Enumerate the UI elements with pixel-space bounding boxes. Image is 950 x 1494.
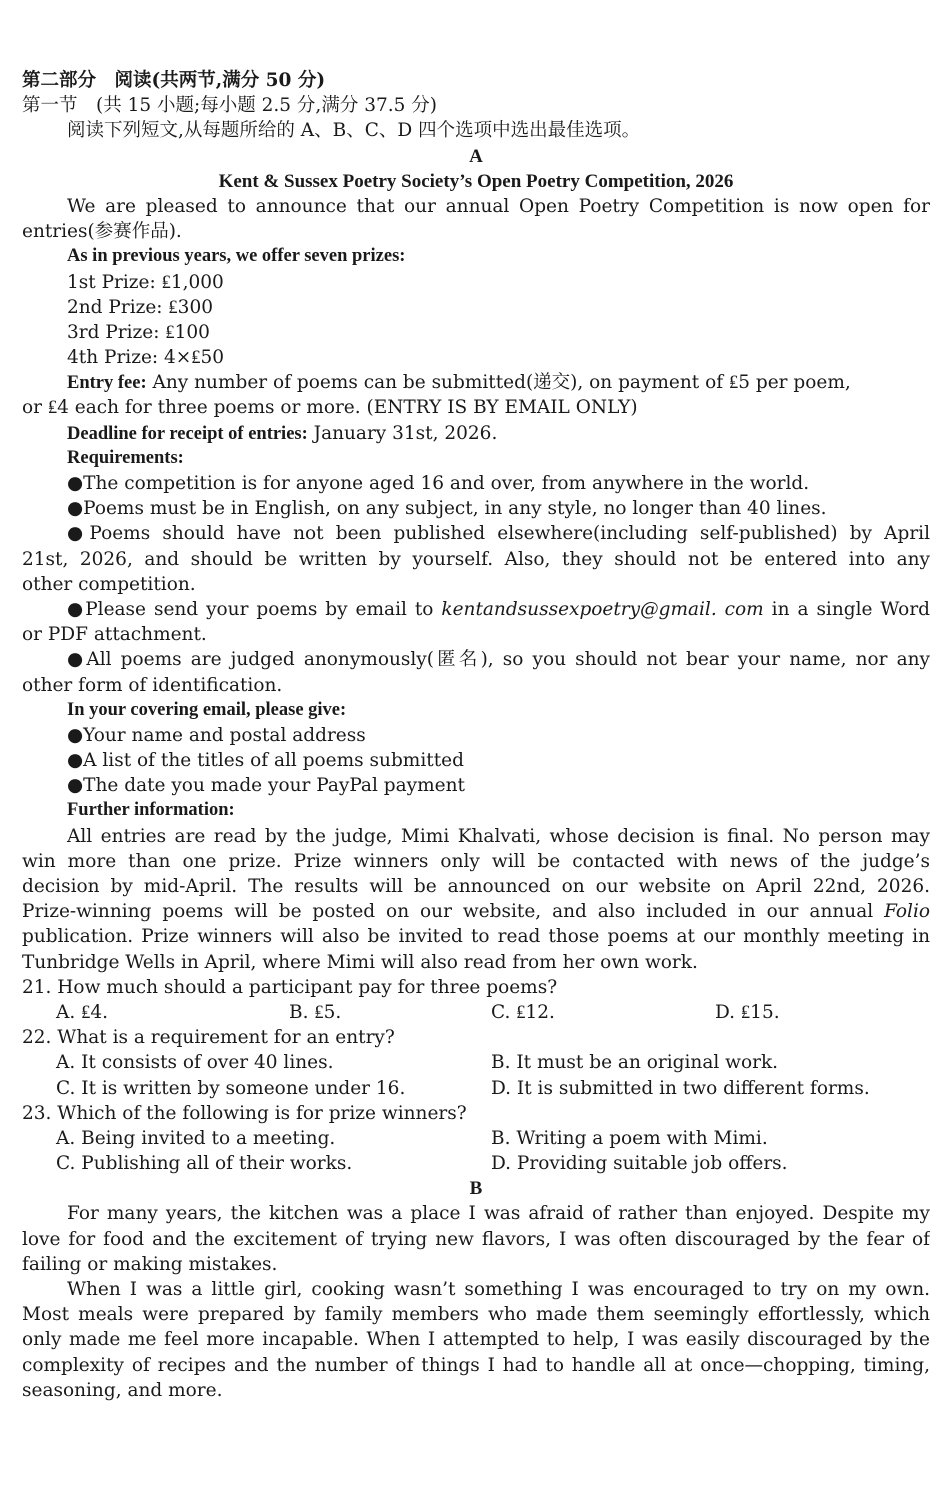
instruction: 阅读下列短文,从每题所给的 A、B、C、D 四个选项中选出最佳选项。 xyxy=(67,120,641,142)
question-23-options-row-2 xyxy=(22,1151,930,1176)
requirement-5-line-2: other form of identification. xyxy=(22,674,283,696)
requirement-5-line-1: ●All poems are judged anonymously(匿名), so you should not bear your name, nor any xyxy=(67,649,930,671)
requirement-2: ●Poems must be in English, on any subject, in any style, no longer than 40 lines. xyxy=(67,498,827,520)
requirement-3-line-1: ●Poems should have not been published elsewhere(including self-published) by April xyxy=(67,523,930,545)
requirement-1: ●The competition is for anyone aged 16 and over, from anywhere in the world. xyxy=(67,473,810,494)
requirement-3-line-2: 21st, 2026, and should be written by yourself. Also, they should not be entered into any xyxy=(22,548,930,570)
passage-a-title: Kent & Sussex Poetry Society’s Open Poetry Competition, 2026 xyxy=(218,170,734,192)
q21-option-d[interactable]: D. ₤15. xyxy=(715,1001,780,1023)
q21-option-c[interactable]: C. ₤12. xyxy=(491,1001,555,1023)
deadline-label: Deadline for receipt of entries: xyxy=(67,423,308,444)
prize-4: 4th Prize: 4×₤50 xyxy=(67,347,225,369)
prizes-heading: As in previous years, we offer seven prizes: xyxy=(67,246,406,267)
q23-option-b[interactable]: B. Writing a poem with Mimi. xyxy=(491,1127,768,1149)
requirement-4-post: in a single Word xyxy=(763,598,930,620)
q23-option-a[interactable]: A. Being invited to a meeting. xyxy=(56,1127,336,1149)
further-line-3: decision by mid-April. The results will be announced on our website on April 22nd, 2026. xyxy=(22,876,930,897)
b-para-2-line-4: complexity of recipes and the number of things I had to handle all at once—chopping, timing, xyxy=(22,1354,930,1376)
entry-fee-text: Any number of poems can be submitted(递交), on payment of ₤5 per poem, xyxy=(146,372,851,394)
requirement-3-line-3: other competition. xyxy=(22,573,196,595)
q22-option-b[interactable]: B. It must be an original work. xyxy=(491,1052,779,1074)
prize-1: 1st Prize: ₤1,000 xyxy=(67,271,224,293)
deadline-text: January 31st, 2026. xyxy=(307,422,498,444)
passage-a-letter: A xyxy=(469,145,483,167)
entry-fee-label: Entry fee: xyxy=(67,373,147,394)
requirements-heading: Requirements: xyxy=(67,447,184,468)
requirement-4-pre: ●Please send your poems by email to xyxy=(67,598,442,620)
further-line-4-text: Prize-winning poems will be posted on our website, and also included in our annual xyxy=(22,901,885,923)
intro-line-1: We are pleased to announce that our annual Open Poetry Competition is now open for xyxy=(67,195,930,217)
further-line-4 xyxy=(22,899,930,924)
question-22-options-row-2 xyxy=(22,1076,930,1101)
b-para-2-line-5: seasoning, and more. xyxy=(22,1379,223,1401)
folio-title: Folio xyxy=(884,901,930,923)
requirement-4-line-1 xyxy=(22,597,930,622)
covering-item-2: ●A list of the titles of all poems submitted xyxy=(67,750,464,772)
further-heading: Further information: xyxy=(67,800,235,821)
b-para-1-line-3: failing or making mistakes. xyxy=(22,1253,278,1275)
question-21-stem: 21. How much should a participant pay for three poems? xyxy=(22,976,558,998)
passage-b-letter: B xyxy=(469,1178,483,1200)
further-line-2: win more than one prize. Prize winners only will be contacted with news of the judge’s xyxy=(22,850,930,872)
intro-line-2: entries(参赛作品). xyxy=(22,221,182,243)
part-heading: 第二部分 阅读(共两节,满分 50 分) xyxy=(22,70,326,91)
prize-3: 3rd Prize: ₤100 xyxy=(67,321,210,343)
q21-option-a[interactable]: A. ₤4. xyxy=(56,1001,109,1023)
b-para-2-line-2: Most meals were prepared by family members who made them seemingly effortlessly, which xyxy=(22,1304,930,1326)
question-23-stem: 23. Which of the following is for prize winners? xyxy=(22,1102,467,1124)
q23-option-d[interactable]: D. Providing suitable job offers. xyxy=(491,1153,788,1175)
covering-heading: In your covering email, please give: xyxy=(67,699,347,720)
further-line-5: publication. Prize winners will also be invited to read those poems at our monthly meeting in xyxy=(22,926,930,948)
entry-fee-line-1 xyxy=(22,370,930,395)
question-21-options xyxy=(22,1000,930,1025)
b-para-2-line-3: only made me feel more incapable. When I attempted to help, I was easily discouraged by the xyxy=(22,1329,930,1351)
section-heading: 第一节 (共 15 小题;每小题 2.5 分,满分 37.5 分) xyxy=(22,95,437,117)
further-line-1: All entries are read by the judge, Mimi Khalvati, whose decision is final. No person may xyxy=(67,825,930,847)
q22-option-a[interactable]: A. It consists of over 40 lines. xyxy=(56,1052,334,1074)
covering-item-1: ●Your name and postal address xyxy=(67,724,366,746)
question-22-stem: 22. What is a requirement for an entry? xyxy=(22,1027,395,1049)
exam-page xyxy=(22,68,930,1403)
covering-item-3: ●The date you made your PayPal payment xyxy=(67,775,465,797)
requirement-4-line-2: or PDF attachment. xyxy=(22,624,207,646)
b-para-1-line-1: For many years, the kitchen was a place I was afraid of rather than enjoyed. Despite my xyxy=(67,1203,930,1225)
prize-2: 2nd Prize: ₤300 xyxy=(67,296,213,318)
entry-fee-line-2: or ₤4 each for three poems or more. (ENTRY IS BY EMAIL ONLY) xyxy=(22,397,638,419)
q23-option-c[interactable]: C. Publishing all of their works. xyxy=(56,1153,353,1175)
q22-option-c[interactable]: C. It is written by someone under 16. xyxy=(56,1077,406,1099)
q22-option-d[interactable]: D. It is submitted in two different forms. xyxy=(491,1077,870,1099)
further-line-6: Tunbridge Wells in April, where Mimi will also read from her own work. xyxy=(22,951,698,973)
email-address: kentandsussexpoetry@gmail. com xyxy=(441,598,764,620)
question-22-options-row-1 xyxy=(22,1050,930,1075)
b-para-1-line-2: love for food and the excitement of trying new flavors, I was often discouraged by the fear of xyxy=(22,1228,930,1250)
q21-option-b[interactable]: B. ₤5. xyxy=(289,1001,342,1023)
question-23-options-row-1 xyxy=(22,1126,930,1151)
deadline-line xyxy=(22,421,930,446)
b-para-2-line-1: When I was a little girl, cooking wasn’t something I was encouraged to try on my own. xyxy=(67,1279,930,1300)
